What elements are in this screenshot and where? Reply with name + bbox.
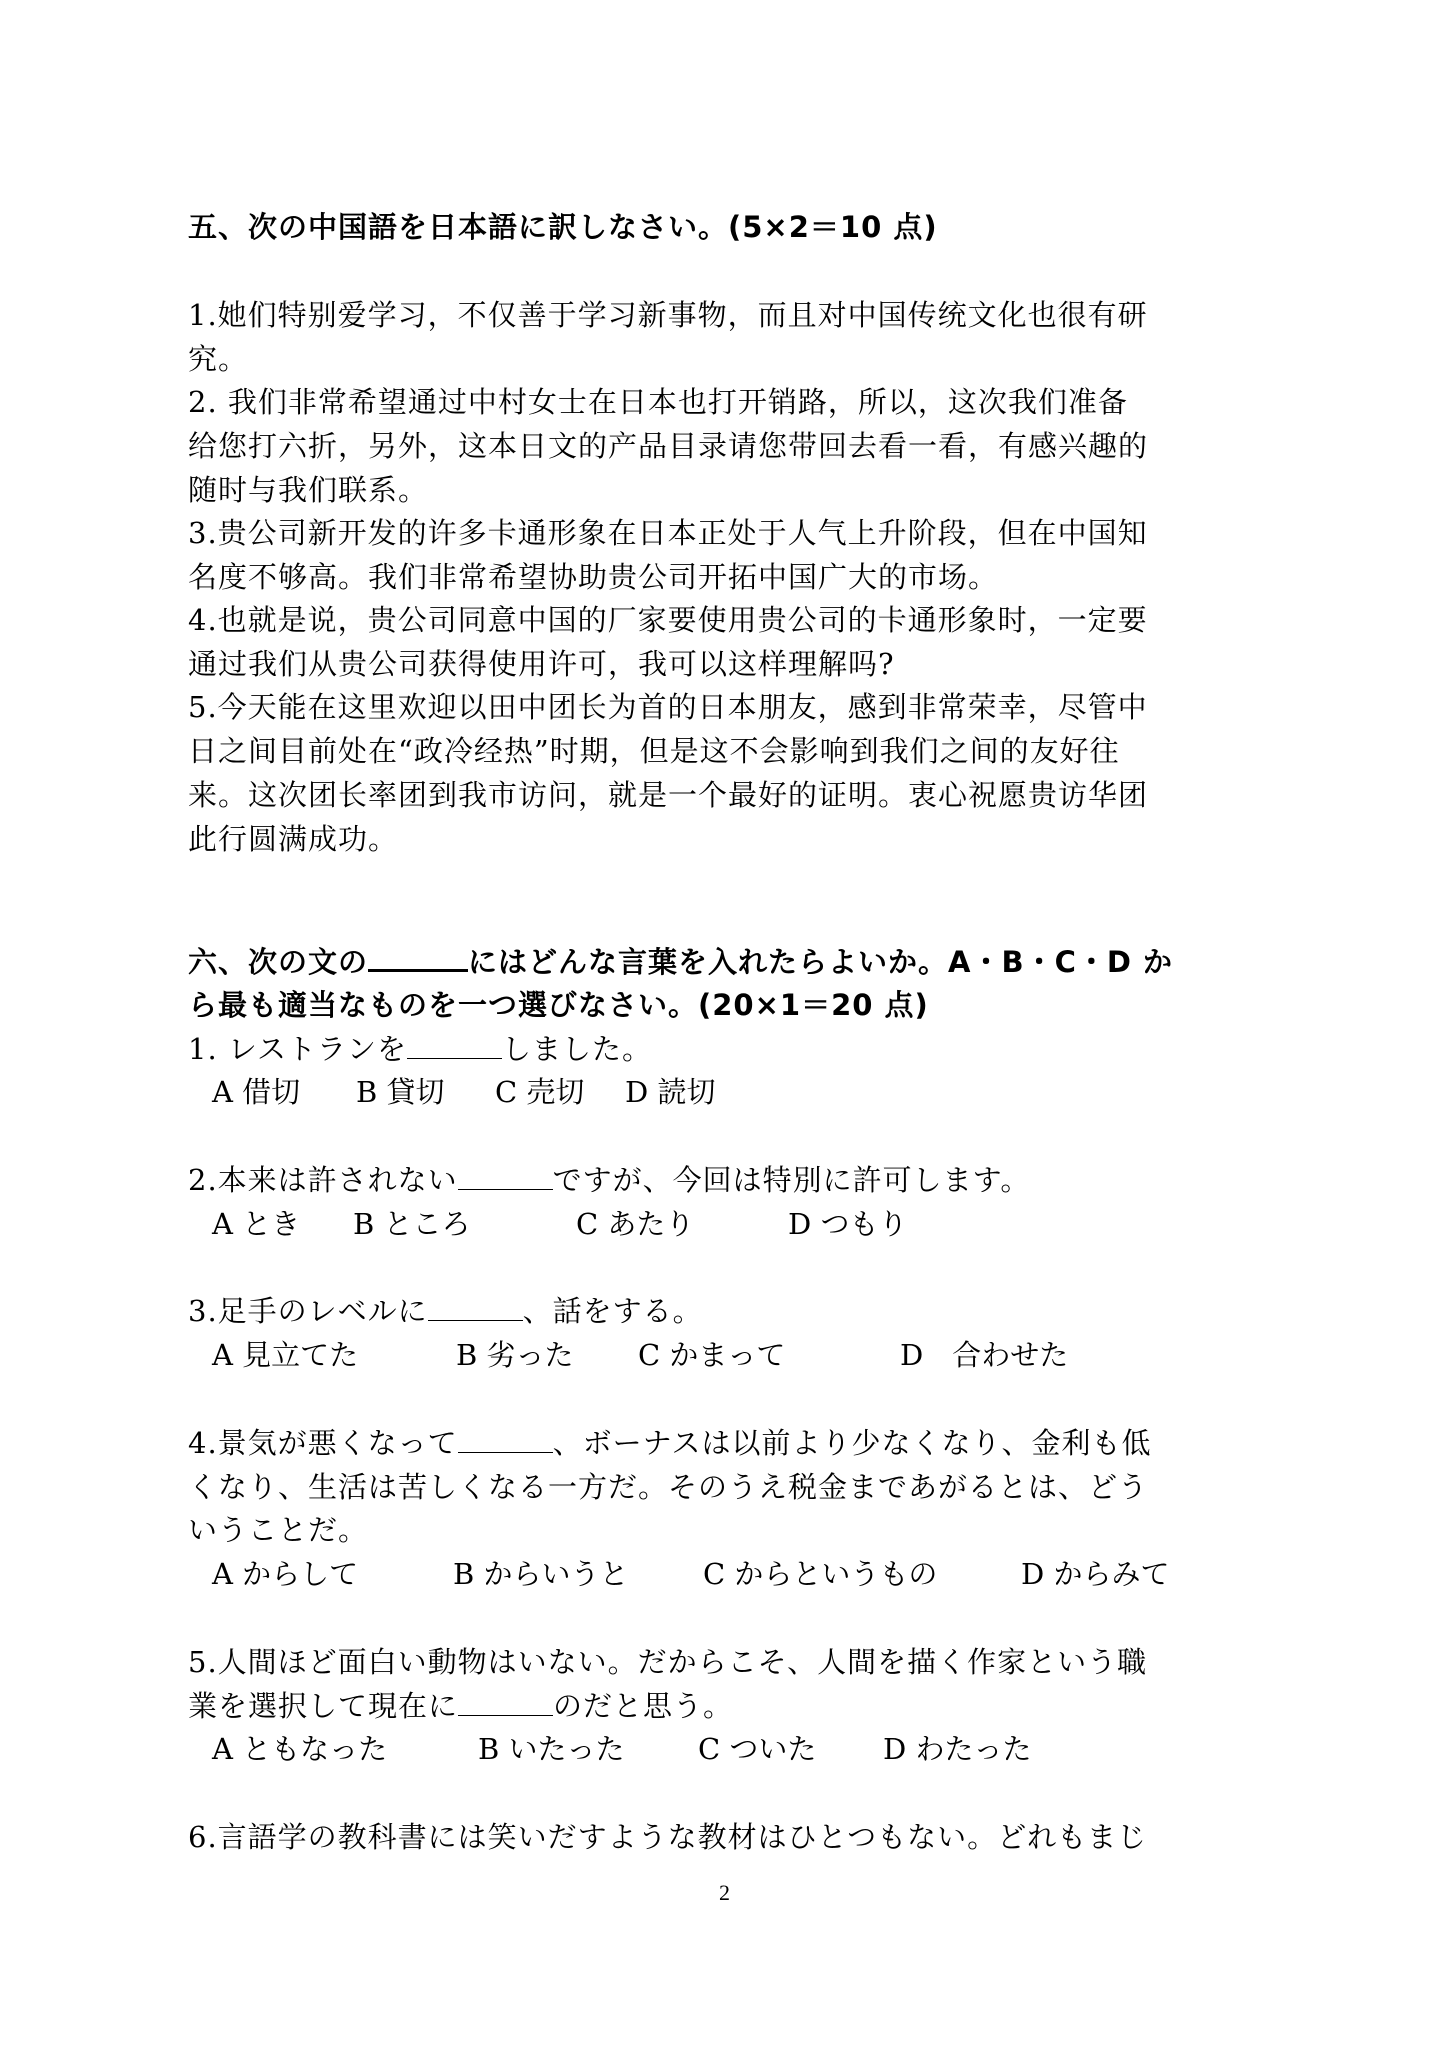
option-c[interactable]: C ついた [698,1732,817,1766]
option-d[interactable]: D わたった [883,1732,1032,1766]
option-c[interactable]: C かまって [638,1338,786,1372]
item-text-line: 究。 [188,342,249,376]
stem-text: 2.本来は許されない [188,1163,458,1197]
answer-blank [428,1292,523,1321]
heading-suffix: にはどんな言葉を入れたらよいか。A・B・C・D か [468,945,1174,979]
option-c[interactable]: C あたり [576,1207,695,1241]
stem-text: しました。 [502,1032,653,1066]
option-a[interactable]: A からして [212,1557,359,1591]
option-d[interactable]: D 合わせた [900,1338,1069,1372]
stem-text: 、話をする。 [522,1294,703,1328]
page-number: 2 [719,1880,730,1905]
item-text-line: 4.也就是说，贵公司同意中国的厂家要使用贵公司的卡通形象时，一定要 [188,603,1148,637]
section-5-heading: 五、次の中国語を日本語に訳しなさい。(5×2＝10 点) [188,210,938,244]
option-c[interactable]: C からというもの [703,1557,938,1591]
option-c[interactable]: C 売切 [495,1075,585,1109]
question-stem: 6.言語学の教科書には笑いだすような教材はひとつもない。どれもまじ [188,1820,1148,1854]
option-d[interactable]: D からみて [1021,1557,1170,1591]
question-stem [188,1289,703,1333]
question-stem: 5.人間ほど面白い動物はいない。だからこそ、人間を描く作家という職 [188,1645,1148,1679]
stem-text: 1. レストランを [188,1032,408,1066]
item-text-line: 日之间目前处在“政冷经热”时期，但是这不会影响到我们之间的友好往 [188,734,1120,768]
item-text-line: 随时与我们联系。 [188,473,429,507]
item-text-line: 1.她们特别爱学习，不仅善于学习新事物，而且对中国传统文化也很有研 [188,298,1148,332]
option-a[interactable]: A 借切 [212,1075,301,1109]
question-stem [188,1421,1152,1465]
stem-text: 、ボーナスは以前より少なくなり、金利も低 [552,1426,1152,1460]
stem-text: 業を選択して現在に [188,1689,459,1723]
blank-indicator [368,941,468,972]
stem-text: 3.足手のレベルに [188,1294,428,1328]
option-b[interactable]: B からいうと [453,1557,629,1591]
item-text-line: 2. 我们非常希望通过中村女士在日本也打开销路，所以，这次我们准备 [188,385,1128,419]
answer-blank [458,1687,553,1716]
question-stem [188,1158,1030,1202]
item-text-line: 5.今天能在这里欢迎以田中团长为首的日本朋友，感到非常荣幸，尽管中 [188,690,1148,724]
stem-text: のだと思う。 [553,1689,734,1723]
item-text-line: 来。这次团长率团到我市访问，就是一个最好的证明。衷心祝愿贵访华团 [188,778,1149,812]
option-a[interactable]: A ともなった [212,1732,388,1766]
option-b[interactable]: B 劣った [456,1338,574,1372]
option-d[interactable]: D 読切 [625,1075,716,1109]
item-text-line: 此行圆满成功。 [188,822,399,856]
item-text-line: 给您打六折，另外，这本日文的产品目录请您带回去看一看，有感兴趣的 [188,429,1149,463]
option-b[interactable]: B いたった [478,1732,625,1766]
stem-text: 4.景気が悪くなって [188,1426,458,1460]
option-a[interactable]: A 見立てた [212,1338,359,1372]
item-text-line: 通过我们从贵公司获得使用许可，我可以这样理解吗? [188,647,895,681]
answer-blank [458,1424,553,1453]
item-text-line: 3.贵公司新开发的许多卡通形象在日本正处于人气上升阶段，但在中国知 [188,516,1148,550]
option-b[interactable]: B 貸切 [356,1075,445,1109]
option-b[interactable]: B ところ [353,1207,471,1241]
heading-prefix: 六、次の文の [188,945,369,979]
option-a[interactable]: A とき [212,1207,301,1241]
option-d[interactable]: D つもり [788,1207,908,1241]
item-text-line: 名度不够高。我们非常希望协助贵公司开拓中国广大的市场。 [188,560,999,594]
question-stem-line-2: くなり、生活は苦しくなる一方だ。そのうえ税金まであがるとは、どう [188,1470,1149,1504]
answer-blank [458,1161,553,1190]
question-stem [188,1027,652,1071]
section-6-heading-line-2: ら最も適当なものを一つ選びなさい。(20×1＝20 点) [188,988,929,1022]
section-6-heading-line-1 [188,940,1173,984]
answer-blank [407,1030,502,1059]
question-stem-line-2 [188,1684,733,1728]
question-stem-line-3: いうことだ。 [188,1513,369,1547]
stem-text: ですが、今回は特別に許可します。 [552,1163,1031,1197]
